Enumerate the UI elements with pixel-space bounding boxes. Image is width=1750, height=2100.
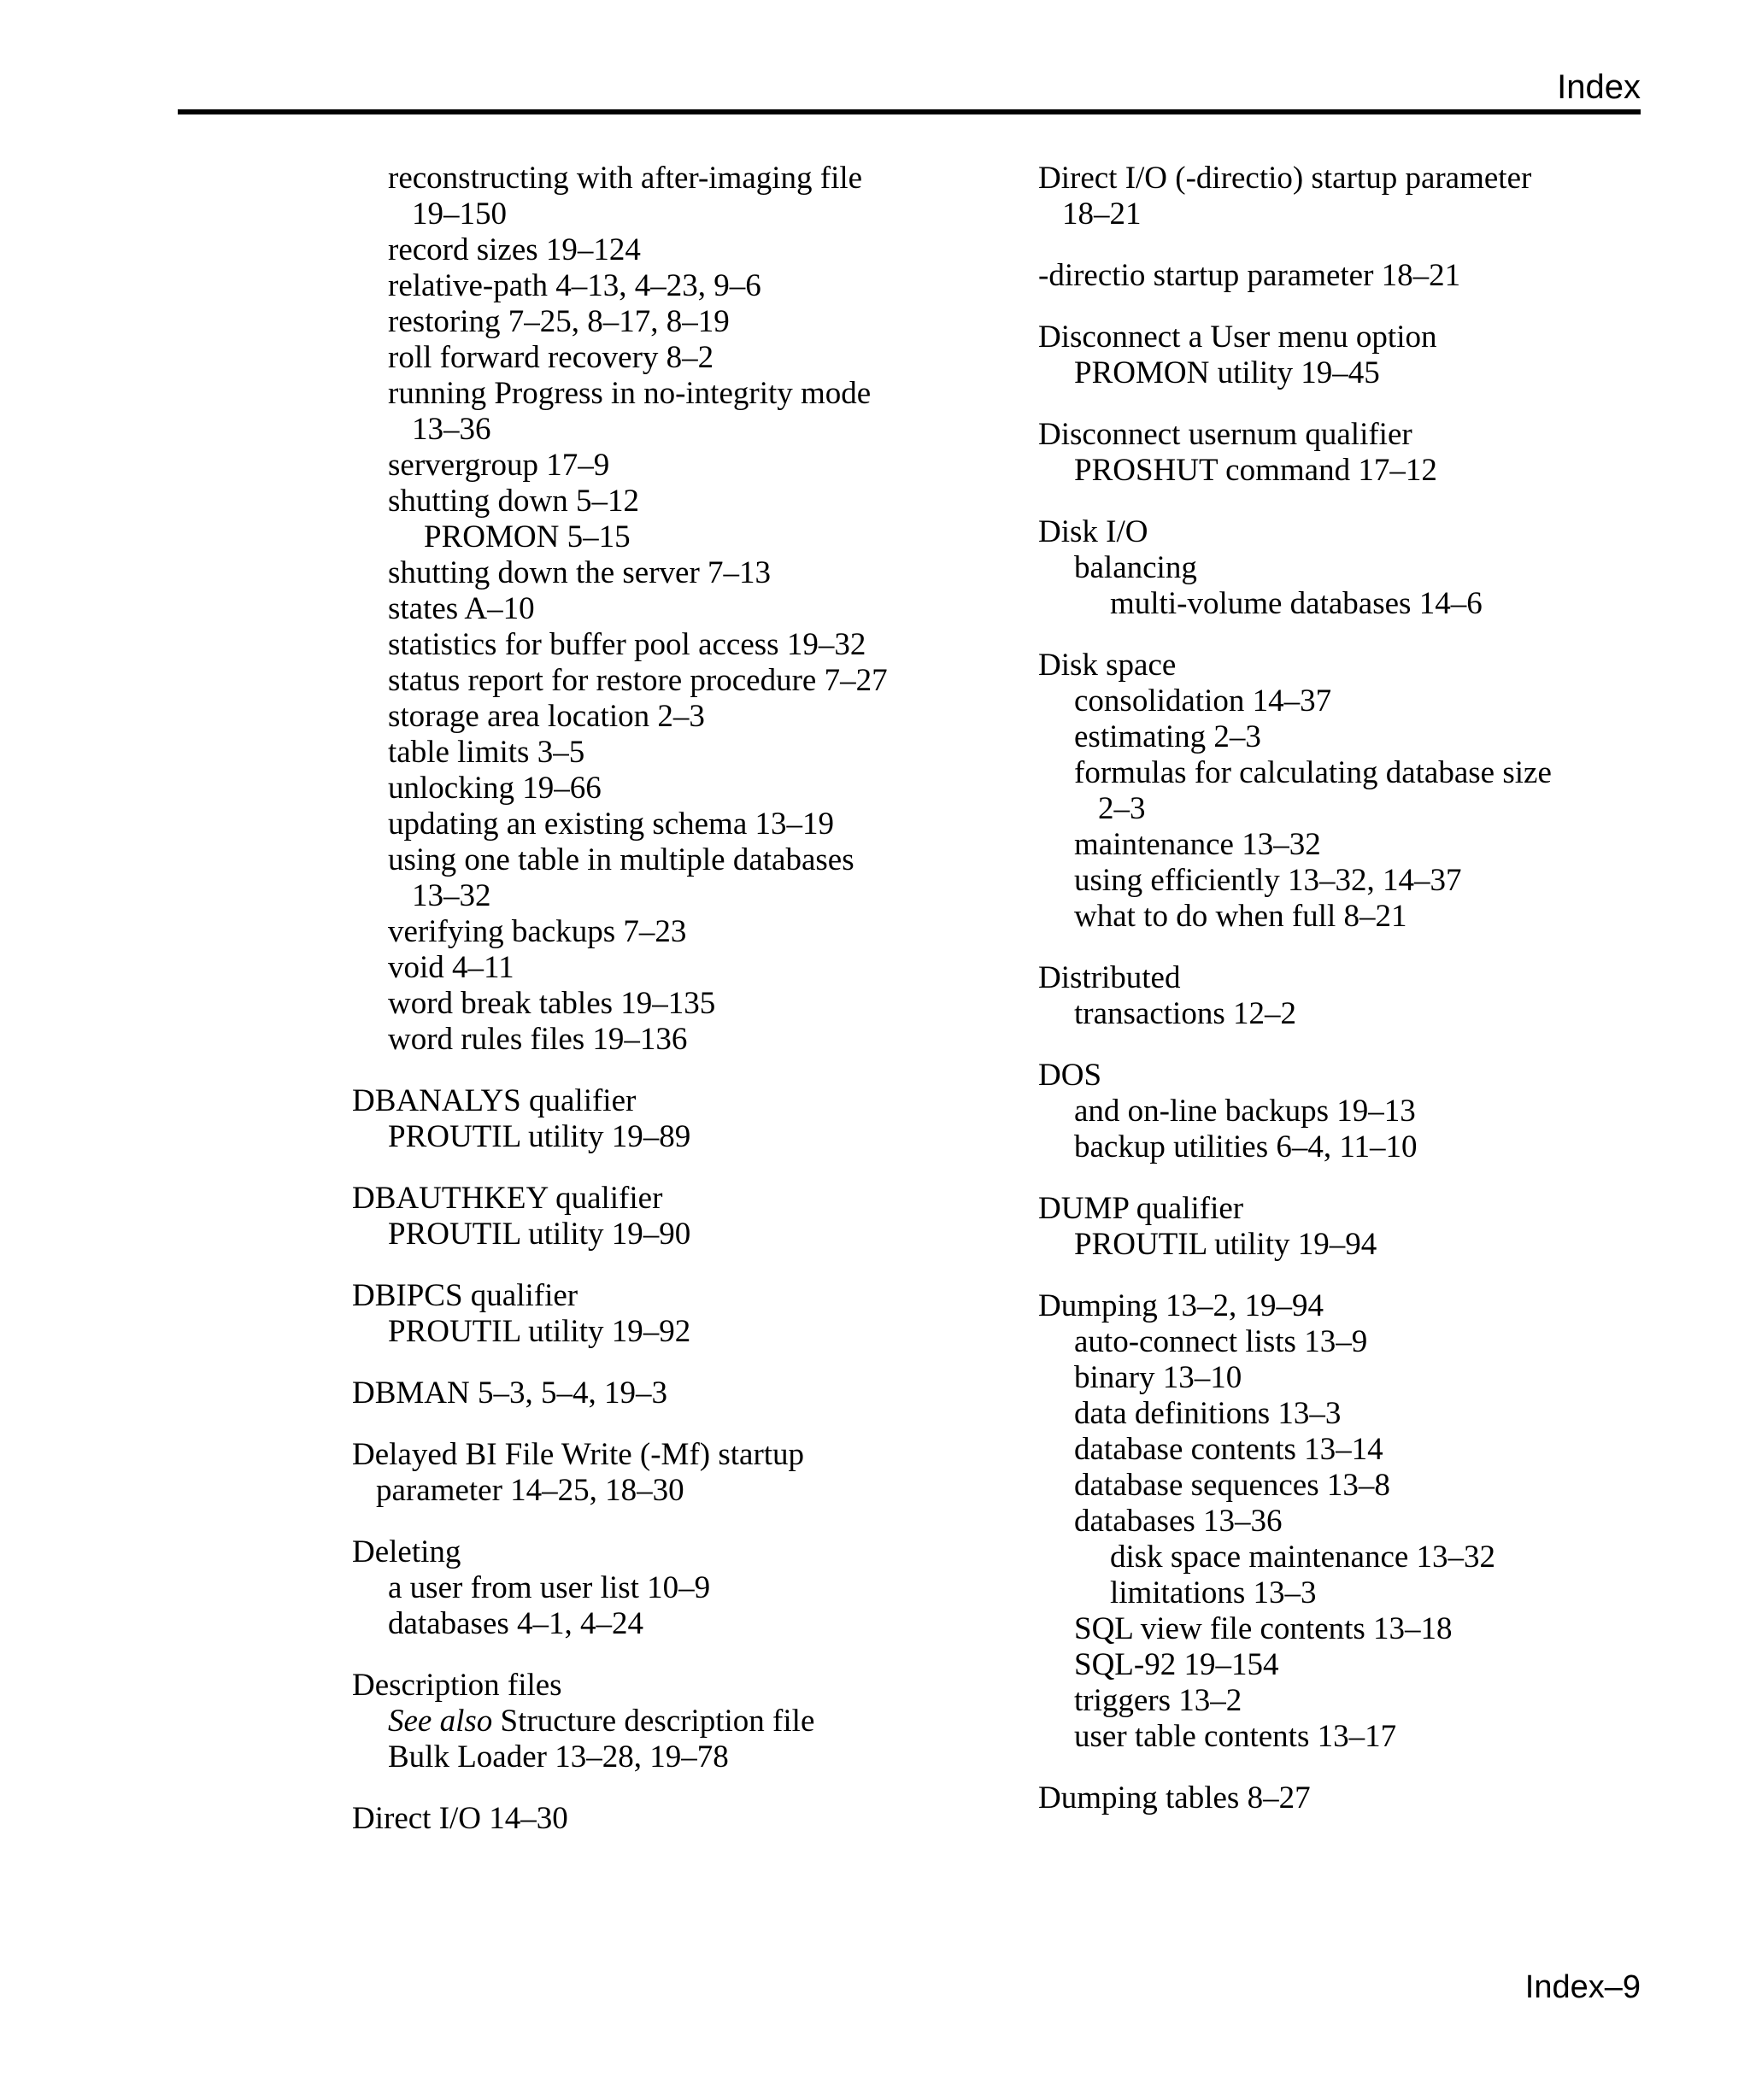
index-subentry: table limits 3–5 (388, 735, 585, 770)
see-also-target: Structure description file (500, 1704, 815, 1739)
see-also-label: See also (388, 1704, 493, 1739)
index-entry: Delayed BI File Write (-Mf) startup (352, 1437, 805, 1472)
index-subentry: databases 13–36 (1074, 1504, 1283, 1539)
index-subsubentry: multi-volume databases 14–6 (1110, 586, 1483, 621)
index-subentry: shutting down the server 7–13 (388, 555, 772, 590)
index-subentry: what to do when full 8–21 (1074, 899, 1407, 934)
index-subentry: data definitions 13–3 (1074, 1396, 1342, 1431)
index-subentry: consolidation 14–37 (1074, 683, 1332, 719)
index-entry: DUMP qualifier (1038, 1191, 1244, 1226)
index-subentry: restoring 7–25, 8–17, 8–19 (388, 304, 730, 339)
index-entry: Disconnect usernum qualifier (1038, 417, 1412, 452)
index-subentry: PROUTIL utility 19–90 (388, 1217, 691, 1252)
index-subentry: maintenance 13–32 (1074, 827, 1321, 862)
index-subentry: void 4–11 (388, 950, 514, 985)
index-subentry: shutting down 5–12 (388, 484, 639, 519)
index-subentry: backup utilities 6–4, 11–10 (1074, 1129, 1418, 1164)
index-subentry: and on-line backups 19–13 (1074, 1094, 1416, 1129)
index-subentry: relative-path 4–13, 4–23, 9–6 (388, 268, 761, 303)
index-subentry: balancing (1074, 550, 1197, 585)
index-subentry: servergroup 17–9 (388, 448, 610, 483)
index-entry: Description files (352, 1668, 562, 1703)
index-entry: Disconnect a User menu option (1038, 320, 1437, 355)
index-entry: DBAUTHKEY qualifier (352, 1181, 663, 1216)
index-subentry: using one table in multiple databases (388, 842, 854, 877)
index-entry: DBMAN 5–3, 5–4, 19–3 (352, 1376, 667, 1411)
index-subentry: PROSHUT command 17–12 (1074, 453, 1437, 488)
index-subentry: PROUTIL utility 19–94 (1074, 1227, 1377, 1262)
index-entry: DBANALYS qualifier (352, 1083, 637, 1118)
index-subentry: running Progress in no-integrity mode (388, 376, 872, 411)
index-subentry: unlocking 19–66 (388, 771, 602, 806)
index-subentry: triggers 13–2 (1074, 1683, 1242, 1718)
index-subentry: estimating 2–3 (1074, 719, 1261, 754)
index-entry: Disk I/O (1038, 514, 1148, 549)
index-continuation: 2–3 (1098, 791, 1146, 826)
index-subentry: status report for restore procedure 7–27 (388, 663, 888, 698)
index-subentry: storage area location 2–3 (388, 699, 705, 734)
index-subentry: user table contents 13–17 (1074, 1719, 1397, 1754)
index-subentry: roll forward recovery 8–2 (388, 340, 714, 375)
index-subentry: PROUTIL utility 19–89 (388, 1119, 691, 1154)
index-entry: Distributed (1038, 960, 1181, 995)
page-number: Index–9 (1524, 1969, 1641, 2005)
index-subentry: auto-connect lists 13–9 (1074, 1324, 1368, 1359)
header-rule (178, 109, 1641, 114)
index-entry: -directio startup parameter 18–21 (1038, 258, 1461, 293)
index-subentry: a user from user list 10–9 (388, 1570, 711, 1605)
index-subentry: formulas for calculating database size (1074, 755, 1552, 790)
index-subentry: SQL-92 19–154 (1074, 1647, 1279, 1682)
index-column-left (352, 161, 950, 1837)
index-entry: Dumping 13–2, 19–94 (1038, 1288, 1324, 1323)
index-entry: DOS (1038, 1058, 1102, 1093)
index-subentry: SQL view file contents 13–18 (1074, 1611, 1453, 1646)
index-see-also (352, 1704, 950, 1739)
index-entry: Direct I/O (-directio) startup parameter (1038, 161, 1532, 196)
index-continuation: 13–32 (412, 878, 491, 913)
index-subentry: word rules files 19–136 (388, 1022, 688, 1057)
index-subentry: reconstructing with after-imaging file (388, 161, 863, 196)
index-entry: Disk space (1038, 648, 1177, 683)
index-column-right (1038, 161, 1653, 1816)
page-header-title: Index (1557, 68, 1641, 106)
index-entry: Direct I/O 14–30 (352, 1801, 568, 1836)
index-subsubentry: PROMON 5–15 (424, 519, 631, 554)
index-continuation: 18–21 (1062, 197, 1142, 232)
index-continuation: 19–150 (412, 197, 507, 232)
index-continuation: parameter 14–25, 18–30 (376, 1473, 684, 1508)
index-subentry: PROMON utility 19–45 (1074, 355, 1380, 390)
index-subentry: databases 4–1, 4–24 (388, 1606, 644, 1641)
index-subentry: word break tables 19–135 (388, 986, 716, 1021)
index-subentry: database sequences 13–8 (1074, 1468, 1390, 1503)
index-subentry: using efficiently 13–32, 14–37 (1074, 863, 1462, 898)
index-entry: Deleting (352, 1534, 461, 1569)
index-subentry: statistics for buffer pool access 19–32 (388, 627, 866, 662)
index-subsubentry: limitations 13–3 (1110, 1575, 1317, 1610)
index-continuation: 13–36 (412, 412, 491, 447)
index-subentry: transactions 12–2 (1074, 996, 1296, 1031)
index-subentry: record sizes 19–124 (388, 232, 641, 267)
index-entry: Dumping tables 8–27 (1038, 1780, 1311, 1816)
index-subsubentry: disk space maintenance 13–32 (1110, 1540, 1496, 1575)
index-subentry: verifying backups 7–23 (388, 914, 687, 949)
index-subentry: states A–10 (388, 591, 535, 626)
index-entry: DBIPCS qualifier (352, 1278, 578, 1313)
index-subentry: database contents 13–14 (1074, 1432, 1383, 1467)
index-subentry: updating an existing schema 13–19 (388, 807, 835, 842)
index-subentry: PROUTIL utility 19–92 (388, 1314, 691, 1349)
index-subentry: Bulk Loader 13–28, 19–78 (388, 1739, 729, 1774)
index-subentry: binary 13–10 (1074, 1360, 1242, 1395)
